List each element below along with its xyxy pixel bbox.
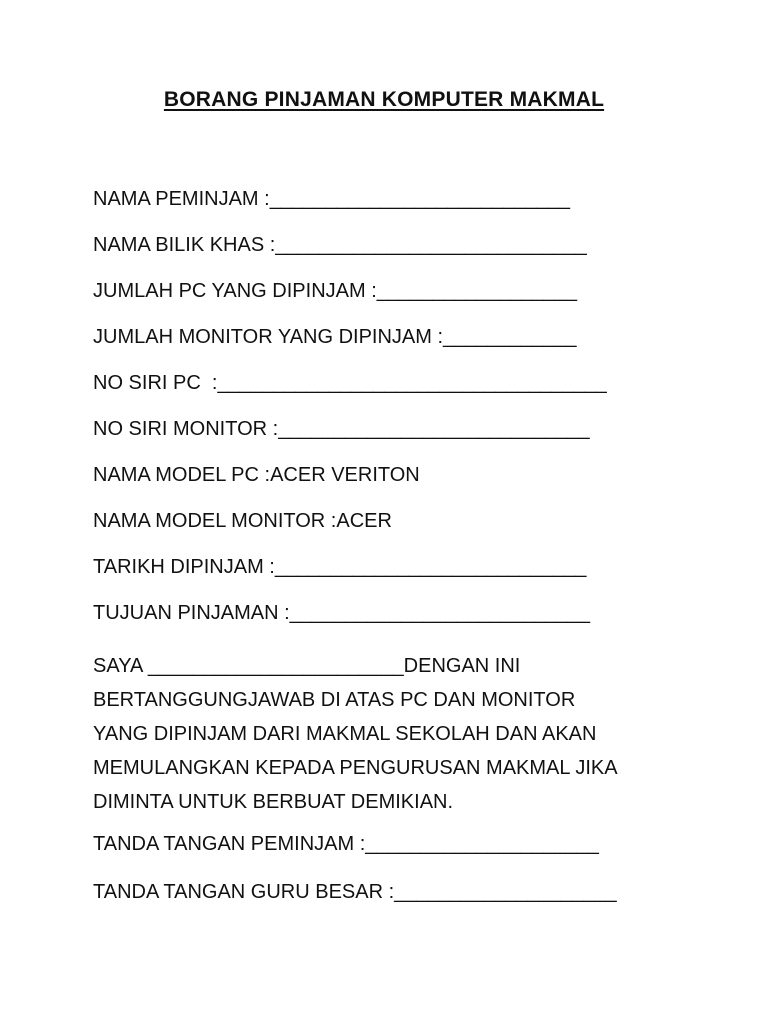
statement-line: BERTANGGUNGJAWAB DI ATAS PC DAN MONITOR — [93, 689, 576, 711]
signature-section — [93, 830, 733, 926]
field-tarikh-dipinjam: TARIKH DIPINJAM :____________________________ — [93, 556, 587, 578]
statement-line: DIMINTA UNTUK BERBUAT DEMIKIAN. — [93, 791, 454, 813]
statement-line: YANG DIPINJAM DARI MAKMAL SEKOLAH DAN AKAN — [93, 723, 597, 745]
signature-peminjam: TANDA TANGAN PEMINJAM :_____________________ — [93, 833, 599, 855]
field-nama-model-pc: NAMA MODEL PC :ACER VERITON — [93, 464, 420, 486]
field-nama-bilik-khas: NAMA BILIK KHAS :____________________________ — [93, 234, 587, 256]
form-title: BORANG PINJAMAN KOMPUTER MAKMAL — [163, 88, 605, 111]
field-nama-model-monitor: NAMA MODEL MONITOR :ACER — [93, 510, 392, 532]
statement-line: SAYA _______________________DENGAN INI — [93, 655, 521, 677]
field-no-siri-pc: NO SIRI PC :___________________________________ — [93, 372, 607, 394]
field-jumlah-pc: JUMLAH PC YANG DIPINJAM :__________________ — [93, 280, 577, 302]
field-nama-peminjam: NAMA PEMINJAM :___________________________ — [93, 188, 571, 210]
statement-line: MEMULANGKAN KEPADA PENGURUSAN MAKMAL JIKA — [93, 757, 618, 779]
field-jumlah-monitor: JUMLAH MONITOR YANG DIPINJAM :____________ — [93, 326, 577, 348]
signature-guru-besar: TANDA TANGAN GURU BESAR :____________________ — [93, 881, 617, 903]
field-tujuan-pinjaman: TUJUAN PINJAMAN :___________________________ — [93, 602, 591, 624]
declaration-statement — [93, 649, 733, 819]
field-no-siri-monitor: NO SIRI MONITOR :____________________________ — [93, 418, 590, 440]
form-fields — [93, 185, 733, 645]
